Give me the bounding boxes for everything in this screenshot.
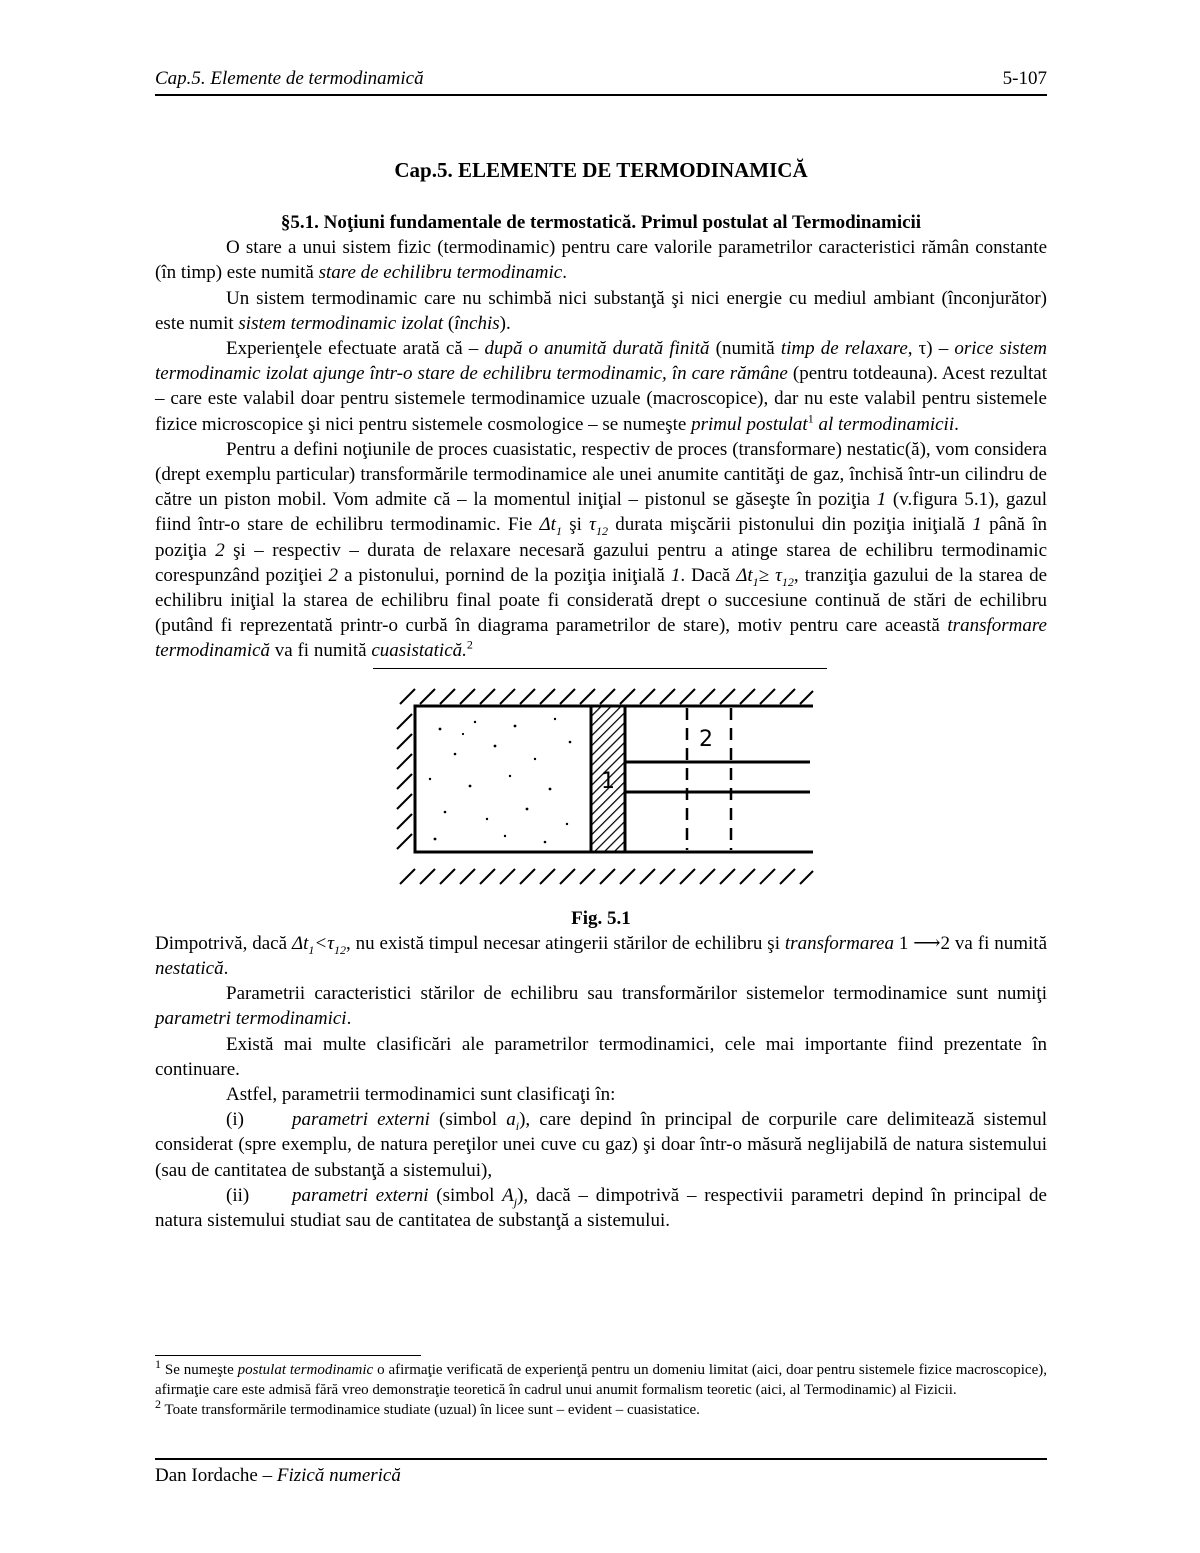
footnotes (155, 1357, 1047, 1420)
list-item-i: (i) parametri externi (simbol $a_i$), care depind în principal de corpurile care delimitează sistemul considerat (spre exemplu, de natura pereţilor unei cuve cu gaz) şi doar într-o măsură neglijabilă de natura sistemului (sau de cantitatea de substanţă a sistemului), (155, 1109, 1047, 1181)
cylinder-piston-diagram (395, 684, 815, 894)
gas-particles (429, 717, 572, 843)
header-chapter: Cap.5. Elemente de termodinamică (155, 68, 424, 89)
body-text (155, 210, 1047, 1233)
paragraph-3: Experienţele efectuate arată că – după o anumită durată finită (numită timp de relaxare, τ) – orice sistem termodinamic izolat ajunge într-o stare de echilibru termodinamic, în care rămâne (pentru totdeauna). Acest rezultat – care este valabil doar pentru sistemele termodinamice uzuale (macroscopice), dar nu este valabil pentru sistemele fizice microscopice şi nici pentru sistemele cosmologice – se numeşte primul postulat$^1$ al termodinamicii. (155, 338, 1048, 435)
footnote-rule (155, 1355, 421, 1356)
paragraph-1: O stare a unui sistem fizic (termodinamic) pentru care valorile parametrilor caracteristici rămân constante (în timp) este numită stare de echilibru termodinamic. (155, 237, 1047, 284)
chapter-title: Cap.5. ELEMENTE DE TERMODINAMICĂ (394, 158, 808, 182)
list-item-ii: (ii) parametri externi (simbol $A_j$), dacă – dimpotrivă – respectivii parametri depind în principal de natura sistemului studiat sau de cantitatea de substanţă a sistemului. (155, 1184, 1047, 1232)
paragraph-2: Un sistem termodinamic care nu schimbă nici substanţă şi nici energie cu mediul ambiant (înconjurător) este numit sistem termodinamic izolat (închis). (155, 287, 1047, 334)
footnote-2: $^2$ Toate transformările termodinamice studiate (uzual) în licee sunt – evident – cuasistatice. (155, 1397, 700, 1418)
figure-caption: Fig. 5.1 (571, 907, 631, 929)
paragraph-4: Pentru a defini noţiunile de proces cuasistatic, respectiv de proces (transformare) nestatic(ă), vom considera (drept exemplu particular) transformările termodinamice ale unei anumite cantităţi de gaz, închisă într-un cilindru de către un piston mobil. Vom admite că – la momentul iniţial – pistonul se găseşte în poziţia 1 (v.figura 5.1), gazul fiind într-o stare de echilibru termodinamic. Fie $\Delta t_1$ şi $\tau_{12}$ durata mişcării pistonului din poziţia iniţială 1 până în poziţia 2 şi – respectiv – durata de relaxare necesară gazului pentru a atinge starea de echilibru termodinamic corespunzând poziţiei 2 a pistonului, pornind de la poziţia iniţială 1. Dacă $\Delta t_1\ge \tau_{12}$, tranziţia gazului de la starea de echilibru iniţial la starea de echilibru final poate fi considerată drept o succesiune continuă de stări de echilibru (putând fi reprezentată printr-o curbă în diagrama parametrilor de stare), motiv pentru care această transformare termodinamică va fi numită cuasistatică.$^2$ (155, 438, 1048, 662)
position-2-label: 2 (699, 726, 713, 752)
running-header (155, 66, 1047, 96)
figure-5-1 (155, 668, 1047, 906)
gas-chamber (415, 706, 591, 852)
position-1-label: 1 (601, 768, 615, 794)
footer-author: Dan Iordache – (155, 1465, 277, 1486)
footer-book-title: Fizică numerică (276, 1465, 401, 1486)
paragraph-7: Există mai multe clasificări ale parametrilor termodinamici, cele mai importante fiind prezentate în continuare. (155, 1033, 1047, 1080)
paragraph-5: Dimpotrivă, dacă $\Delta t_1<\tau_{12}$, nu există timpul necesar atingerii stărilor de echilibru şi transformarea 1 ⟶2 va fi numită nestatică. (155, 932, 1048, 980)
paragraph-8: Astfel, parametrii termodinamici sunt clasificaţi în: (226, 1084, 616, 1106)
paragraph-6: Parametrii caracteristici stărilor de echilibru sau transformărilor sistemelor termodinamice sunt numiţi parametri termodinamici. (155, 983, 1047, 1030)
section-heading: §5.1. Noţiuni fundamentale de termostatică. Primul postulat al Termodinamicii (280, 212, 922, 233)
header-page-number: 5-107 (1002, 68, 1047, 89)
running-footer (155, 1458, 1047, 1487)
footnote-1: $^1$ Se numeşte postulat termodinamic o afirmaţie verificată de experienţă pentru un domeniu limitat (aici, doar pentru sistemele fizice macroscopice), afirmaţie care este admisă fără vreo demonstraţie teoretică în cadrul unui anumit formalism teoretic (aici, al Termodinamic) al Fizicii. (155, 1357, 1047, 1398)
figure-top-rule (373, 668, 827, 669)
